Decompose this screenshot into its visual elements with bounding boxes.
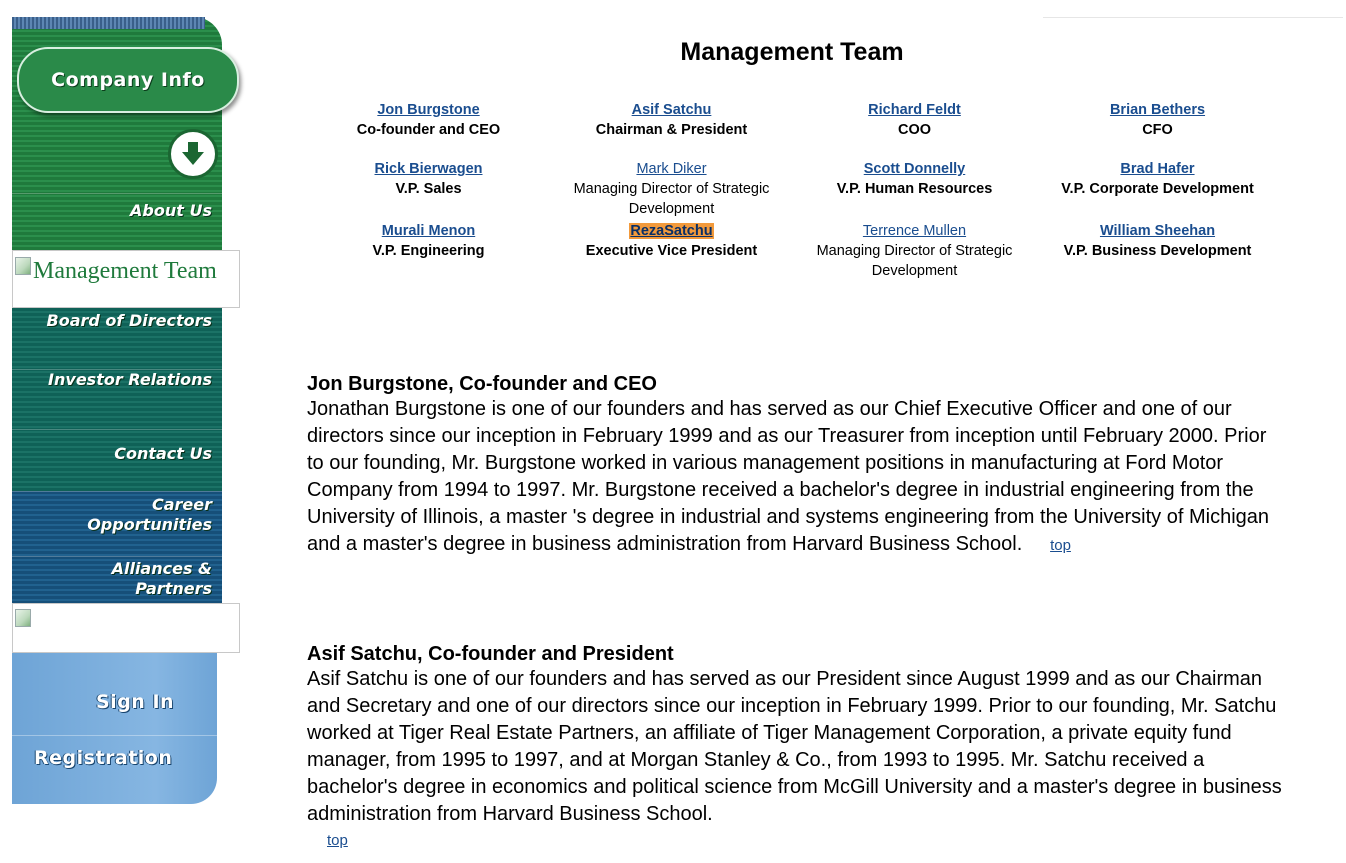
member-link-mark-diker[interactable]: Mark Diker (636, 161, 707, 177)
team-member (307, 221, 550, 281)
member-link-brian-bethers[interactable]: Brian Bethers (1109, 102, 1206, 118)
registration-link[interactable]: Registration (34, 747, 173, 769)
nav-item-board-of-directors[interactable]: Board of Directors (46, 311, 212, 330)
nav-item-about-us[interactable]: About Us (130, 201, 212, 220)
member-role: V.P. Human Resources (836, 181, 993, 197)
member-role: Managing Director of Strategic Development (816, 243, 1013, 279)
sign-in-link[interactable]: Sign In (96, 691, 175, 713)
team-member (307, 100, 550, 159)
nav-bottom-section (12, 653, 217, 804)
member-link-terrence-mullen[interactable]: Terrence Mullen (862, 223, 967, 239)
member-link-murali-menon[interactable]: Murali Menon (381, 223, 476, 239)
member-role: V.P. Business Development (1063, 243, 1252, 259)
nav-item-career-opportunities[interactable]: Career Opportunities (87, 495, 212, 534)
bio-heading: Jon Burgstone, Co-founder and CEO (307, 373, 657, 395)
top-divider (1043, 17, 1343, 18)
top-link[interactable]: top (1050, 537, 1071, 554)
team-member (550, 221, 793, 281)
broken-image-icon (15, 609, 31, 627)
management-team-alt-text: Management Team (33, 258, 217, 284)
team-member (793, 100, 1036, 159)
member-role: Executive Vice President (585, 243, 758, 259)
nav-divider (12, 735, 217, 736)
management-team-image[interactable] (12, 250, 240, 308)
broken-image-icon (15, 257, 31, 275)
nav-image-placeholder[interactable] (12, 603, 240, 653)
bio-heading: Asif Satchu, Co-founder and President (307, 643, 674, 665)
down-arrow-icon[interactable] (168, 129, 218, 179)
page-title: Management Team (680, 38, 904, 66)
member-link-rick-bierwagen[interactable]: Rick Bierwagen (374, 161, 483, 177)
nav-item-contact-us[interactable]: Contact Us (114, 444, 212, 463)
member-role: Co-founder and CEO (356, 122, 501, 138)
company-info-label: Company Info (51, 69, 205, 91)
bio-asif-satchu (307, 642, 1282, 852)
member-link-richard-feldt[interactable]: Richard Feldt (868, 102, 961, 118)
team-member (550, 100, 793, 159)
nav-divider (12, 429, 222, 430)
team-member (307, 159, 550, 221)
nav-divider (12, 556, 222, 557)
member-role: COO (897, 122, 932, 138)
left-nav (12, 17, 240, 804)
bio-jon-burgstone (307, 372, 1282, 559)
nav-top-stripe (12, 17, 205, 29)
team-member (1036, 100, 1279, 159)
bio-text: Jonathan Burgstone is one of our founders and has served as our Chief Executive Officer and one of our directors since our inception in February 1999 and as our Treasurer from inception until February 2000. Prior to our founding, Mr. Burgstone worked in various management positions in manufacturing at Ford Motor Company from 1994 to 1997. Mr. Burgstone received a bachelor's degree in industrial engineering from the University of Illinois, a master 's degree in industrial and systems engineering from the University of Michigan and a master's degree in business administration from Harvard Business School. (307, 398, 1270, 555)
member-role: V.P. Engineering (372, 243, 485, 259)
member-link-reza-satchu[interactable]: RezaSatchu (630, 223, 713, 239)
member-link-asif-satchu[interactable]: Asif Satchu (631, 102, 712, 118)
nav-divider (12, 491, 222, 492)
nav-item-alliances-partners[interactable]: Alliances & Partners (111, 559, 212, 598)
nav-item-investor-relations[interactable]: Investor Relations (48, 370, 212, 389)
nav-divider (12, 193, 222, 194)
member-link-scott-donnelly[interactable]: Scott Donnelly (863, 161, 966, 177)
member-role: Chairman & President (595, 122, 748, 138)
member-role: V.P. Sales (395, 181, 462, 197)
member-role: V.P. Corporate Development (1061, 181, 1254, 197)
team-member (793, 159, 1036, 221)
member-link-jon-burgstone[interactable]: Jon Burgstone (377, 102, 480, 118)
team-member (1036, 159, 1279, 221)
member-link-brad-hafer[interactable]: Brad Hafer (1120, 161, 1195, 177)
bio-text: Asif Satchu is one of our founders and has served as our President since August 1999 and as our Chairman and Secretary and one of our directors since our inception in February 1999. Prior to our founding, Mr. Satchu worked at Tiger Real Estate Partners, an affiliate of Tiger Management Corporation, a private equity fund manager, from 1995 to 1997, and at Morgan Stanley & Co., from 1993 to 1995. Mr. Satchu received a bachelor's degree in economics and political science from McGill University and a master's degree in business administration from Harvard Business School. (307, 668, 1282, 825)
member-link-william-sheehan[interactable]: William Sheehan (1099, 223, 1216, 239)
team-member (793, 221, 1036, 281)
member-role: Managing Director of Strategic Development (573, 181, 770, 217)
team-row (307, 159, 1282, 221)
team-row (307, 221, 1282, 281)
member-role: CFO (1142, 122, 1173, 138)
team-member (550, 159, 793, 221)
top-link[interactable]: top (327, 832, 348, 849)
team-row (307, 100, 1282, 159)
team-grid (307, 100, 1282, 281)
team-member (1036, 221, 1279, 281)
